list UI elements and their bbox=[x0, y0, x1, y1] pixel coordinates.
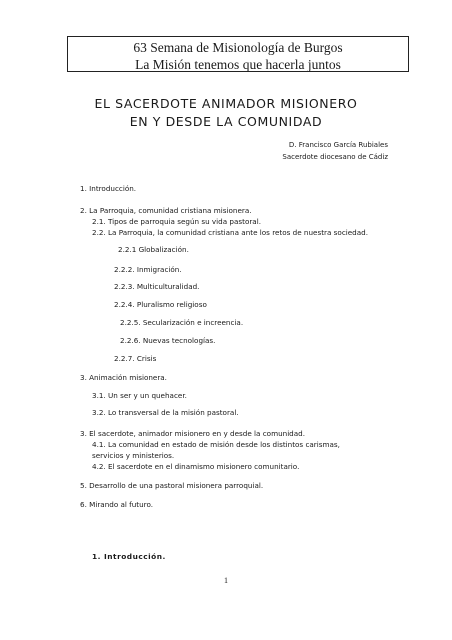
toc-item: 4.2. El sacerdote en el dinamismo misionero comunitario. bbox=[92, 462, 300, 471]
header-line-2: La Misión tenemos que hacerla juntos bbox=[135, 57, 341, 72]
toc-item: 3. Animación misionera. bbox=[80, 373, 167, 382]
toc-item: 2.2.6. Nuevas tecnologías. bbox=[120, 336, 216, 345]
toc-item: 2.2.7. Crisis bbox=[114, 354, 157, 363]
toc-item: 1. Introducción. bbox=[80, 184, 137, 193]
toc-item: 6. Mirando al futuro. bbox=[80, 500, 153, 509]
toc-item: 4.1. La comunidad en estado de misión desde los distintos carismas, bbox=[92, 440, 340, 449]
page-number: 1 bbox=[224, 576, 228, 585]
toc-item: 2. La Parroquia, comunidad cristiana misionera. bbox=[80, 206, 252, 215]
toc-item: 5. Desarrollo de una pastoral misionera parroquial. bbox=[80, 481, 264, 490]
toc-item: 2.2.4. Pluralismo religioso bbox=[114, 300, 207, 309]
toc-item: 2.2. La Parroquia, la comunidad cristiana ante los retos de nuestra sociedad. bbox=[92, 228, 368, 237]
header-line-1: 63 Semana de Misionología de Burgos bbox=[133, 40, 343, 55]
document-title-line-2: EN Y DESDE LA COMUNIDAD bbox=[129, 114, 323, 129]
toc-item: 3. El sacerdote, animador misionero en y desde la comunidad. bbox=[80, 429, 305, 438]
toc-item: servicios y ministerios. bbox=[92, 451, 175, 460]
section-heading: 1. Introducción. bbox=[92, 552, 166, 561]
header-box bbox=[67, 36, 409, 72]
document-title-line-1: EL SACERDOTE ANIMADOR MISIONERO bbox=[94, 96, 358, 111]
toc-item: 3.1. Un ser y un quehacer. bbox=[92, 391, 187, 400]
author-name: D. Francisco García Rubiales bbox=[288, 141, 388, 149]
toc-item: 2.1. Tipos de parroquia según su vida pastoral. bbox=[92, 217, 261, 226]
author-role: Sacerdote diocesano de Cádiz bbox=[282, 153, 388, 161]
toc-item: 2.2.5. Secularización e increencia. bbox=[120, 318, 244, 327]
toc-item: 2.2.2. Inmigración. bbox=[114, 265, 182, 274]
toc-item: 2.2.1 Globalización. bbox=[118, 245, 189, 254]
toc-item: 3.2. Lo transversal de la misión pastoral. bbox=[92, 408, 239, 417]
toc-item: 2.2.3. Multiculturalidad. bbox=[114, 282, 200, 291]
